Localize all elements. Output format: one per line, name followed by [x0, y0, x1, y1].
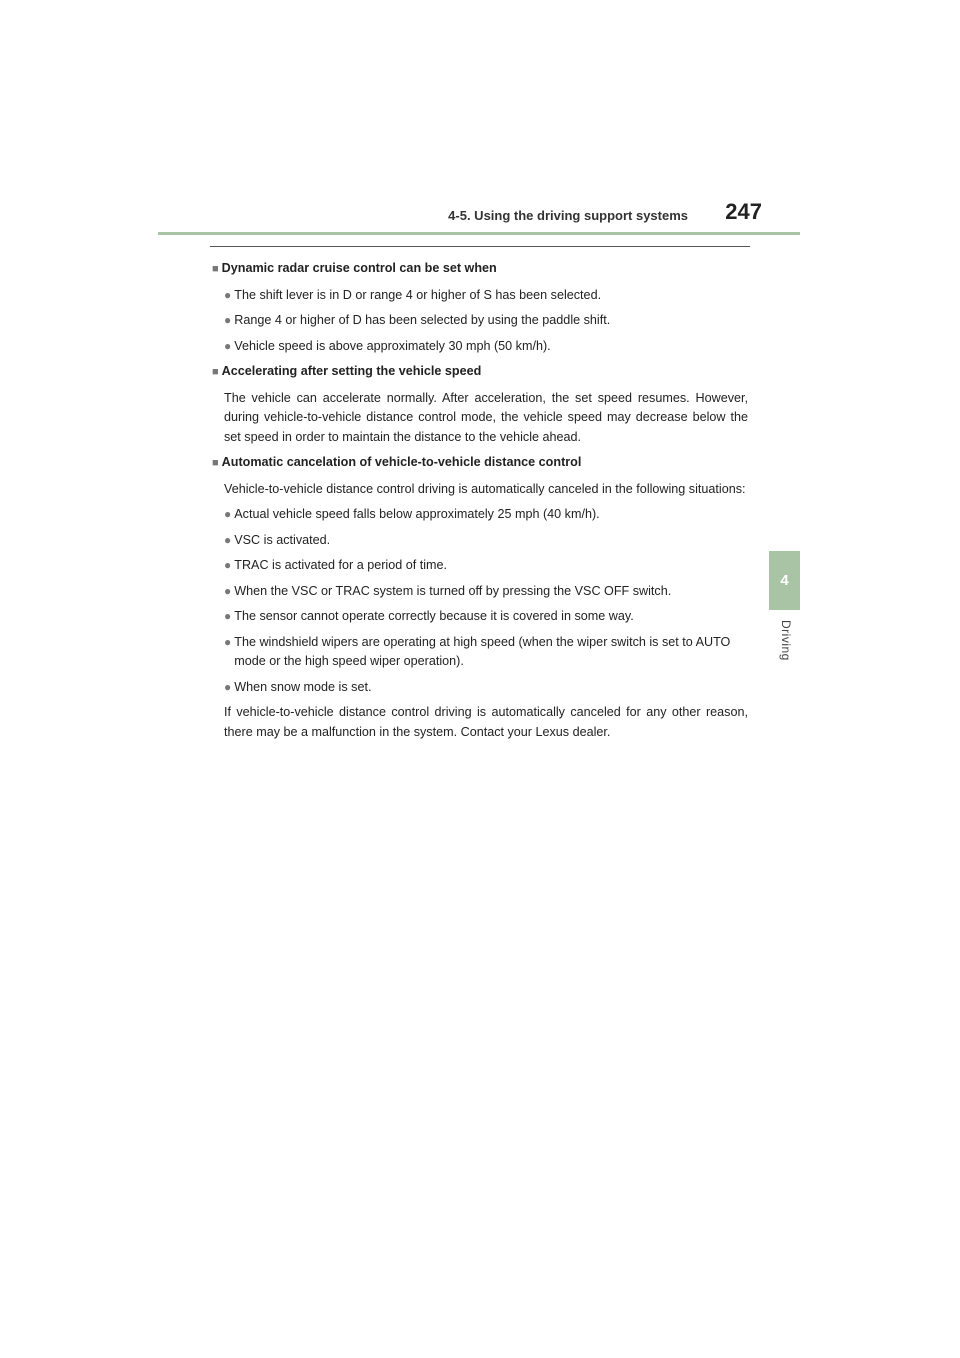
- bullet-icon: ●: [224, 287, 232, 302]
- content-rule: [210, 246, 750, 247]
- list-item: [212, 582, 748, 602]
- list-item-text: The windshield wipers are operating at high speed (when the wiper switch is set to AUTO mode or the high speed wiper operation).: [234, 634, 731, 668]
- heading-text: Automatic cancelation of vehicle-to-vehicle distance control: [221, 455, 582, 469]
- square-bullet-icon: ■: [212, 457, 219, 469]
- list-item-text: Range 4 or higher of D has been selected by using the paddle shift.: [234, 313, 611, 327]
- page-content: [212, 259, 748, 748]
- bullet-icon: ●: [224, 313, 232, 327]
- paragraph: Vehicle-to-vehicle distance control driving is automatically canceled in the following situations:: [224, 481, 746, 496]
- list-item: [212, 556, 748, 576]
- square-bullet-icon: ■: [212, 263, 219, 275]
- list-item: [212, 678, 748, 698]
- bullet-icon: ●: [224, 609, 232, 623]
- section-header: 4-5. Using the driving support systems: [448, 208, 688, 223]
- list-item-text: TRAC is activated for a period of time.: [234, 558, 448, 572]
- list-item-text: When the VSC or TRAC system is turned off by pressing the VSC OFF switch.: [234, 583, 672, 598]
- bullet-icon: ●: [224, 338, 232, 353]
- section-heading: [212, 362, 748, 383]
- paragraph: If vehicle-to-vehicle distance control driving is automatically canceled for any other reason, there may be a malfunction in the system. Contact your Lexus dealer.: [224, 705, 748, 739]
- chapter-tab: 4: [769, 551, 800, 610]
- list-item-text: Vehicle speed is above approximately 30 mph (50 km/h).: [234, 338, 551, 353]
- bullet-icon: ●: [224, 583, 232, 598]
- list-item-text: The sensor cannot operate correctly because it is covered in some way.: [234, 609, 634, 623]
- list-item: [212, 531, 748, 551]
- list-item: [212, 633, 748, 672]
- heading-text: Dynamic radar cruise control can be set when: [221, 261, 497, 275]
- list-item: [212, 286, 748, 306]
- list-item: [212, 505, 748, 525]
- bullet-icon: ●: [224, 558, 232, 572]
- list-item-text: When snow mode is set.: [234, 679, 372, 694]
- square-bullet-icon: ■: [212, 366, 219, 378]
- bullet-icon: ●: [224, 507, 232, 521]
- bullet-icon: ●: [224, 634, 232, 649]
- paragraph: The vehicle can accelerate normally. After acceleration, the set speed resumes. However, during vehicle-to-vehicle distance control mode, the vehicle speed may decrease below the set speed in order to maintain the distance to the vehicle ahead.: [224, 390, 748, 444]
- list-item: [212, 311, 748, 331]
- section-heading: [212, 259, 748, 280]
- page-number: 247: [725, 199, 762, 224]
- list-item: [212, 337, 748, 357]
- header-rule: [158, 232, 800, 235]
- list-item: [212, 607, 748, 627]
- list-item-text: VSC is activated.: [234, 532, 331, 547]
- section-heading: [212, 453, 748, 474]
- bullet-icon: ●: [224, 679, 232, 694]
- chapter-label: Driving: [779, 620, 793, 661]
- list-item-text: Actual vehicle speed falls below approximately 25 mph (40 km/h).: [234, 507, 600, 521]
- heading-text: Accelerating after setting the vehicle speed: [221, 364, 482, 378]
- list-item-text: The shift lever is in D or range 4 or higher of S has been selected.: [234, 287, 602, 302]
- bullet-icon: ●: [224, 532, 232, 547]
